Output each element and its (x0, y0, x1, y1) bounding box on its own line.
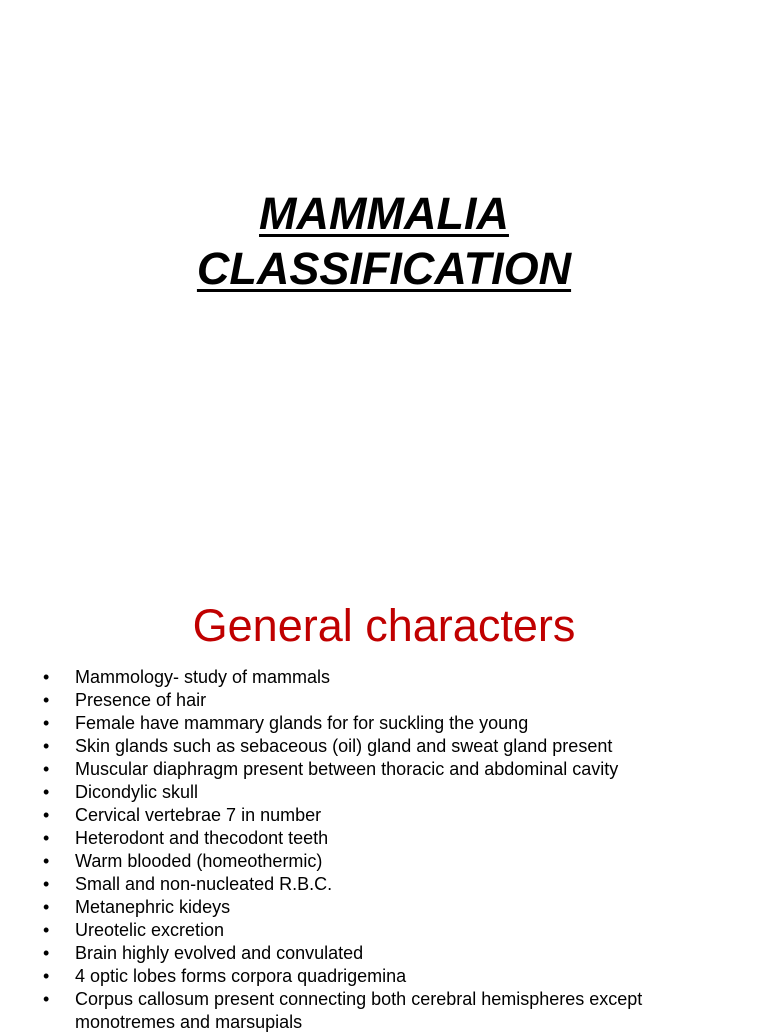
bullet-icon: • (43, 943, 50, 963)
bullet-icon: • (43, 920, 50, 940)
list-item (0, 873, 768, 896)
list-item-text: Presence of hair (75, 690, 207, 710)
bullet-icon: • (43, 897, 50, 917)
list-item-text: Mammology- study of mammals (75, 667, 331, 687)
list-item-text: Skin glands such as sebaceous (oil) gland and sweat gland present (75, 736, 613, 756)
bullet-icon: • (43, 828, 50, 848)
bullet-icon: • (43, 989, 50, 1009)
list-item (0, 942, 768, 965)
list-item (0, 712, 768, 735)
list-item-text: Cervical vertebrae 7 in number (75, 805, 322, 825)
list-item-text: Brain highly evolved and convulated (75, 943, 364, 963)
bullet-icon: • (43, 805, 50, 825)
list-item (0, 804, 768, 827)
list-item-text: Ureotelic excretion (75, 920, 225, 940)
list-item (0, 827, 768, 850)
list-item-text: Small and non-nucleated R.B.C. (75, 874, 333, 894)
bullet-icon: • (43, 851, 50, 871)
list-item-text: 4 optic lobes forms corpora quadrigemina (75, 966, 407, 986)
list-item (0, 919, 768, 942)
list-item-text: Muscular diaphragm present between thoracic and abdominal cavity (75, 759, 619, 779)
title-line-2: CLASSIFICATION (196, 243, 572, 294)
bullet-icon: • (43, 690, 50, 710)
bullet-icon: • (43, 759, 50, 779)
list-item-text: Female have mammary glands for for suckling the young (75, 713, 529, 733)
characters-list (0, 666, 768, 1034)
bullet-icon: • (43, 966, 50, 986)
list-item (0, 758, 768, 781)
bullet-icon: • (43, 874, 50, 894)
list-item (0, 781, 768, 804)
title-line-1: MAMMALIA (259, 188, 509, 239)
bullet-icon: • (43, 736, 50, 756)
list-item (0, 735, 768, 758)
bullet-icon: • (43, 667, 50, 687)
list-item (0, 896, 768, 919)
list-item-text: Corpus callosum present connecting both cerebral hemispheres except monotremes and marsupials (75, 989, 643, 1032)
list-item-text: Dicondylic skull (75, 782, 199, 802)
list-item (0, 965, 768, 988)
bullet-icon: • (43, 782, 50, 802)
list-item-text: Metanephric kideys (75, 897, 231, 917)
slide-title (0, 186, 768, 296)
list-item (0, 850, 768, 873)
list-item (0, 689, 768, 712)
list-item (0, 666, 768, 689)
list-item (0, 988, 768, 1034)
section-heading: General characters (192, 600, 576, 651)
bullet-icon: • (43, 713, 50, 733)
list-item-text: Heterodont and thecodont teeth (75, 828, 329, 848)
list-item-text: Warm blooded (homeothermic) (75, 851, 323, 871)
